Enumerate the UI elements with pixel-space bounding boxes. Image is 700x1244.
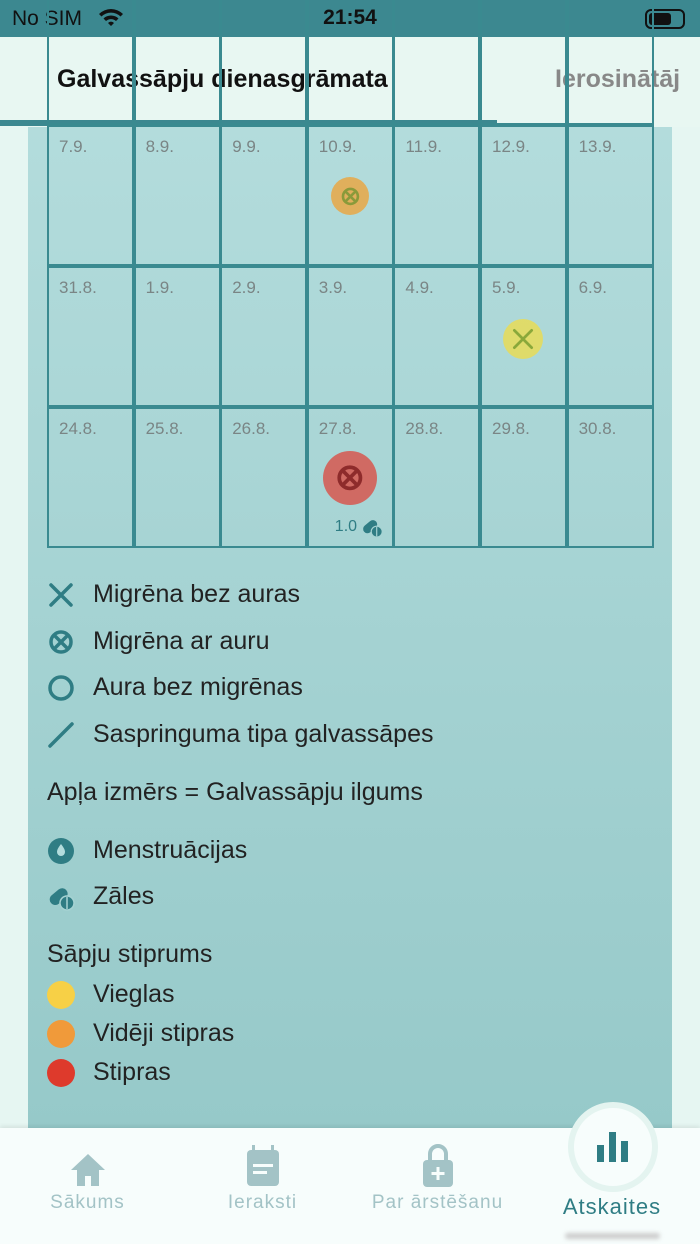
meds-dose: 1.0 — [334, 518, 358, 535]
legend-label: Aura bez migrēnas — [93, 673, 303, 701]
calendar-cell[interactable] — [134, 0, 221, 125]
nav-label: Ieraksti — [227, 1192, 298, 1213]
severity-dot — [47, 1059, 75, 1087]
drop-icon — [47, 837, 75, 865]
cell-date: 28.8. — [405, 419, 444, 438]
calendar-cell[interactable] — [480, 407, 567, 548]
calendar-cell[interactable] — [47, 266, 134, 407]
legend-tension — [47, 720, 433, 749]
legend-menstruation — [47, 836, 247, 865]
calendar-cell[interactable] — [307, 125, 394, 266]
calendar-cell[interactable] — [567, 125, 654, 266]
calendar-icon — [205, 1128, 320, 1192]
lock-plus-icon — [355, 1128, 520, 1192]
cell-date: 7.9. — [59, 137, 88, 156]
cell-date: 11.9. — [405, 137, 442, 156]
legend-severity — [47, 980, 175, 1009]
legend-label: Saspringuma tipa galvassāpes — [93, 720, 434, 748]
cell-date: 31.8. — [59, 278, 97, 297]
tab-headache-diary[interactable]: Galvassāpju dienasgrāmata — [57, 65, 388, 93]
cell-date: 1.9. — [145, 278, 174, 297]
nav-home[interactable] — [30, 1128, 145, 1214]
legend-label: Migrēna bez auras — [93, 580, 301, 608]
tab-triggers[interactable]: Ierosinātāj — [555, 65, 681, 93]
calendar-cell[interactable] — [393, 125, 480, 266]
calendar-cell[interactable] — [220, 266, 307, 407]
severity-title: Sāpju stiprums — [47, 940, 213, 968]
calendar-cell[interactable] — [134, 266, 221, 407]
nav-label: Atskaites — [562, 1194, 662, 1219]
legend-migraine-aura — [47, 627, 269, 656]
clock: 21:54 — [323, 6, 377, 29]
calendar-cell[interactable] — [567, 0, 654, 125]
pills-icon — [361, 516, 383, 538]
calendar-cell[interactable] — [220, 0, 307, 125]
crossed-circle-icon — [47, 628, 75, 656]
severity-dot — [47, 1020, 75, 1048]
report-panel — [28, 127, 672, 1130]
severity-dot — [47, 981, 75, 1009]
home-icon — [30, 1128, 145, 1192]
nav-reports[interactable] — [547, 1194, 677, 1220]
x-icon — [47, 581, 75, 609]
carrier: No SIM — [12, 7, 83, 30]
legend-aura-no-migraine — [47, 673, 303, 702]
nav-reports-button[interactable] — [568, 1102, 658, 1192]
cell-date: 25.8. — [145, 419, 184, 438]
cell-date: 6.9. — [578, 278, 607, 297]
cell-date: 24.8. — [59, 419, 97, 438]
migraine-no-aura-marker — [503, 319, 543, 359]
legend-label: Zāles — [93, 882, 155, 910]
nav-label: Sākums — [50, 1192, 125, 1213]
calendar-cell[interactable] — [567, 407, 654, 548]
calendar-cell[interactable] — [307, 407, 394, 548]
legend-severity — [47, 1058, 171, 1087]
cell-date: 8.9. — [145, 137, 174, 156]
cell-date: 26.8. — [232, 419, 270, 438]
calendar-cell[interactable] — [47, 407, 134, 548]
calendar-cell[interactable] — [393, 266, 480, 407]
calendar-cell[interactable] — [47, 125, 134, 266]
migraine-aura-marker — [323, 451, 377, 505]
legend-label: Stipras — [93, 1058, 171, 1086]
meds-count — [335, 516, 383, 538]
cell-date: 2.9. — [232, 278, 261, 297]
calendar-cell[interactable] — [393, 407, 480, 548]
cell-date: 29.8. — [492, 419, 530, 438]
calendar-cell[interactable] — [307, 266, 394, 407]
nav-entries[interactable] — [205, 1128, 320, 1214]
cell-date: 4.9. — [405, 278, 434, 297]
legend-meds — [47, 882, 154, 911]
calendar-cell[interactable] — [220, 125, 307, 266]
calendar-cell[interactable] — [47, 0, 134, 125]
cell-date: 30.8. — [578, 419, 617, 438]
cell-date: 27.8. — [318, 419, 357, 438]
legend-label: Vidēji stipras — [93, 1019, 235, 1047]
calendar-cell[interactable] — [220, 407, 307, 548]
calendar-cell[interactable] — [134, 125, 221, 266]
calendar-cell[interactable] — [567, 266, 654, 407]
calendar-cell[interactable] — [393, 0, 480, 125]
home-indicator — [565, 1233, 660, 1239]
calendar-cell[interactable] — [134, 407, 221, 548]
slash-icon — [47, 721, 75, 749]
cell-date: 12.9. — [492, 137, 530, 156]
migraine-aura-marker — [331, 177, 369, 215]
circle-icon — [47, 674, 75, 702]
legend-severity — [47, 1019, 234, 1048]
cell-date: 10.9. — [318, 137, 357, 156]
calendar-cell[interactable] — [480, 266, 567, 407]
calendar-cell[interactable] — [480, 0, 567, 125]
cell-date: 3.9. — [318, 278, 348, 297]
calendar-cell[interactable] — [480, 125, 567, 266]
legend-size-note: Apļa izmērs = Galvassāpju ilgums — [47, 778, 423, 806]
legend-label: Migrēna ar auru — [93, 627, 270, 655]
cell-date: 9.9. — [232, 137, 261, 156]
nav-label: Par ārstēšanu — [371, 1192, 504, 1213]
legend-label: Menstruācijas — [93, 836, 248, 864]
cell-date: 5.9. — [492, 278, 521, 297]
bar-chart-icon — [597, 1132, 629, 1162]
legend-label: Vieglas — [93, 980, 175, 1008]
legend-migraine-no-aura — [47, 580, 300, 609]
cell-date: 13.9. — [578, 137, 617, 156]
pills-icon — [47, 883, 75, 911]
calendar-cell[interactable] — [307, 0, 394, 125]
nav-treatment[interactable] — [355, 1128, 520, 1214]
